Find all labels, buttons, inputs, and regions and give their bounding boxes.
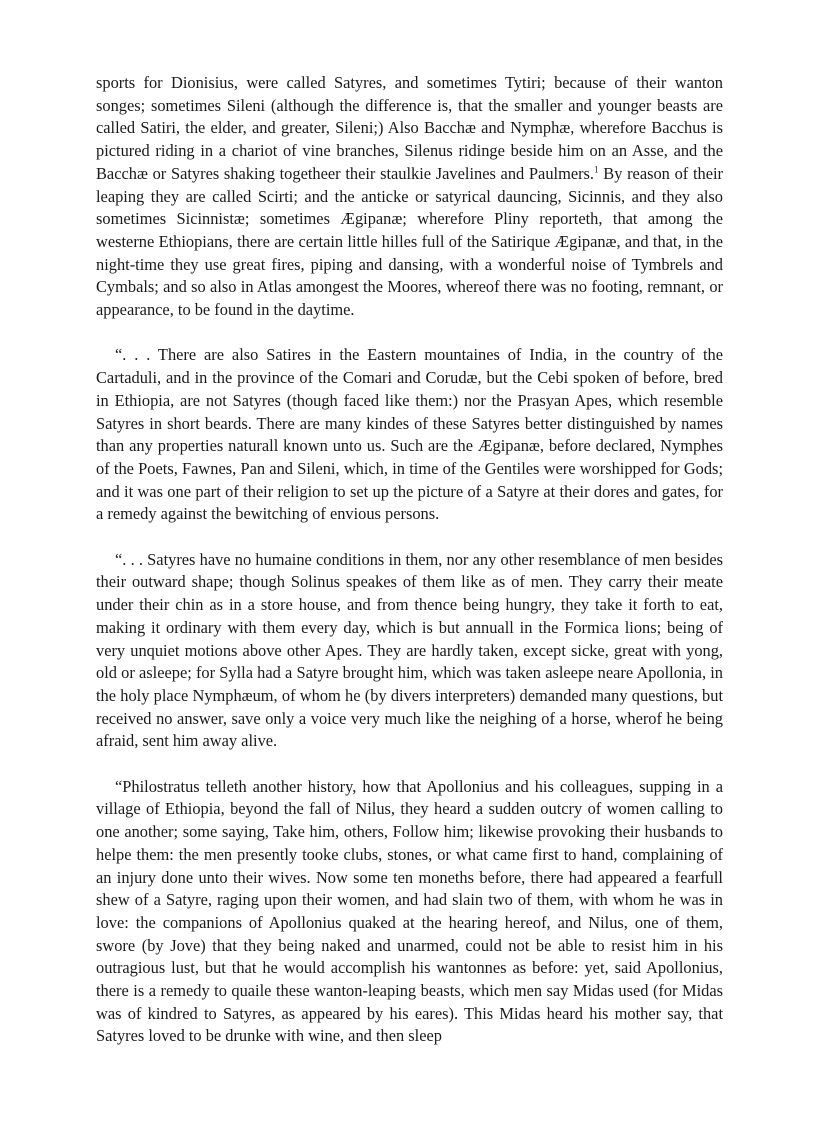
paragraph-2 bbox=[96, 344, 723, 526]
paragraph-1 bbox=[96, 72, 723, 322]
paragraph-3-text: “. . . Satyres have no humaine conditions in them, nor any other resemblance of men besides their outward shape; though Solinus speakes of them like as of men. They carry their meate under their chin as in a store house, and from thence being hungry, they take it forth to eat, making it ordinary with them every day, which is but annuall in the Formica lions; being of very unquiet motions above other Apes. They are hardly taken, except sicke, great with yong, old or asleepe; for Sylla had a Satyre brought him, which was taken asleepe neare Apollonia, in the holy place Nymphæum, of whom he (by divers interpreters) demanded many questions, but received no answer, save only a voice very much like the neighing of a horse, wherof he being afraid, sent him away alive. bbox=[96, 549, 723, 751]
document-page bbox=[96, 72, 723, 1048]
paragraph-4-text: “Philostratus telleth another history, how that Apollonius and his colleagues, supping in a village of Ethiopia, beyond the fall of Nilus, they heard a sudden outcry of women calling to one another; some saying, Take him, others, Follow him; likewise provoking their husbands to helpe them: the men presently tooke clubs, stones, or what came first to hand, complaining of an injury done unto their wives. Now some ten moneths before, there had appeared a fearfull shew of a Satyre, raging upon their women, and had slain two of them, with whom he was in love: the companions of Apollonius quaked at the hearing hereof, and Nilus, one of them, swore (by Jove) that they being naked and unarmed, could not be able to resist him in his outragious lust, but that he would accomplish his wantonnes as before: yet, said Apollonius, there is a remedy to quaile these wanton-leaping beasts, which men say Midas used (for Midas was of kindred to Satyres, as appeared by his eares). This Midas heard his mother say, that Satyres loved to be drunke with wine, and then sleep bbox=[96, 776, 723, 1046]
paragraph-3 bbox=[96, 549, 723, 753]
footnote-marker[interactable]: 1 bbox=[594, 164, 599, 175]
paragraph-2-text: “. . . There are also Satires in the Eastern mountaines of India, in the country of the Cartaduli, and in the province of the Comari and Corudæ, but the Cebi spoken of before, bred in Ethiopia, are not Satyres (though faced like them:) nor the Prasyan Apes, which resemble Satyres in short beards. There are many kindes of these Satyres better distinguished by names than any properties naturall known unto us. Such are the Ægipanæ, before declared, Nymphes of the Poets, Fawnes, Pan and Sileni, which, in time of the Gentiles were worshipped for Gods; and it was one part of their religion to set up the picture of a Satyre at their dores and gates, for a remedy against the bewitching of envious persons. bbox=[96, 345, 723, 524]
paragraph-spacer bbox=[96, 322, 723, 345]
paragraph-spacer bbox=[96, 753, 723, 776]
paragraph-1-text: sports for Dionisius, were called Satyres, and sometimes Tytiri; because of their wanton songes; sometimes Sileni (although the difference is, that the smaller and younger beasts are called Satiri, the elder, and greater, Sileni;) Also Bacchæ and Nymphæ, wherefore Bacchus is pictured riding in a chariot of vine branches, Silenus ridinge beside him on an Asse, and the Bacchæ or Satyres shaking togetheer their staulkie Javelines and Paulmers. bbox=[96, 73, 723, 183]
paragraph-1-text-continued: By reason of their leaping they are called Scirti; and the anticke or satyrical dauncing, Sicinnis, and they also sometimes Sicinnistæ; sometimes Ægipanæ; wherefore Pliny reporteth, that among the westerne Ethiopians, there are certain little hilles full of the Satirique Ægipanæ, and that, in the night-time they use great fires, piping and dansing, with a wonderful noise of Tymbrels and Cymbals; and so also in Atlas amongest the Moores, whereof there was no footing, remnant, or appearance, to be found in the daytime. bbox=[96, 163, 723, 320]
paragraph-4 bbox=[96, 776, 723, 1048]
paragraph-spacer bbox=[96, 526, 723, 549]
